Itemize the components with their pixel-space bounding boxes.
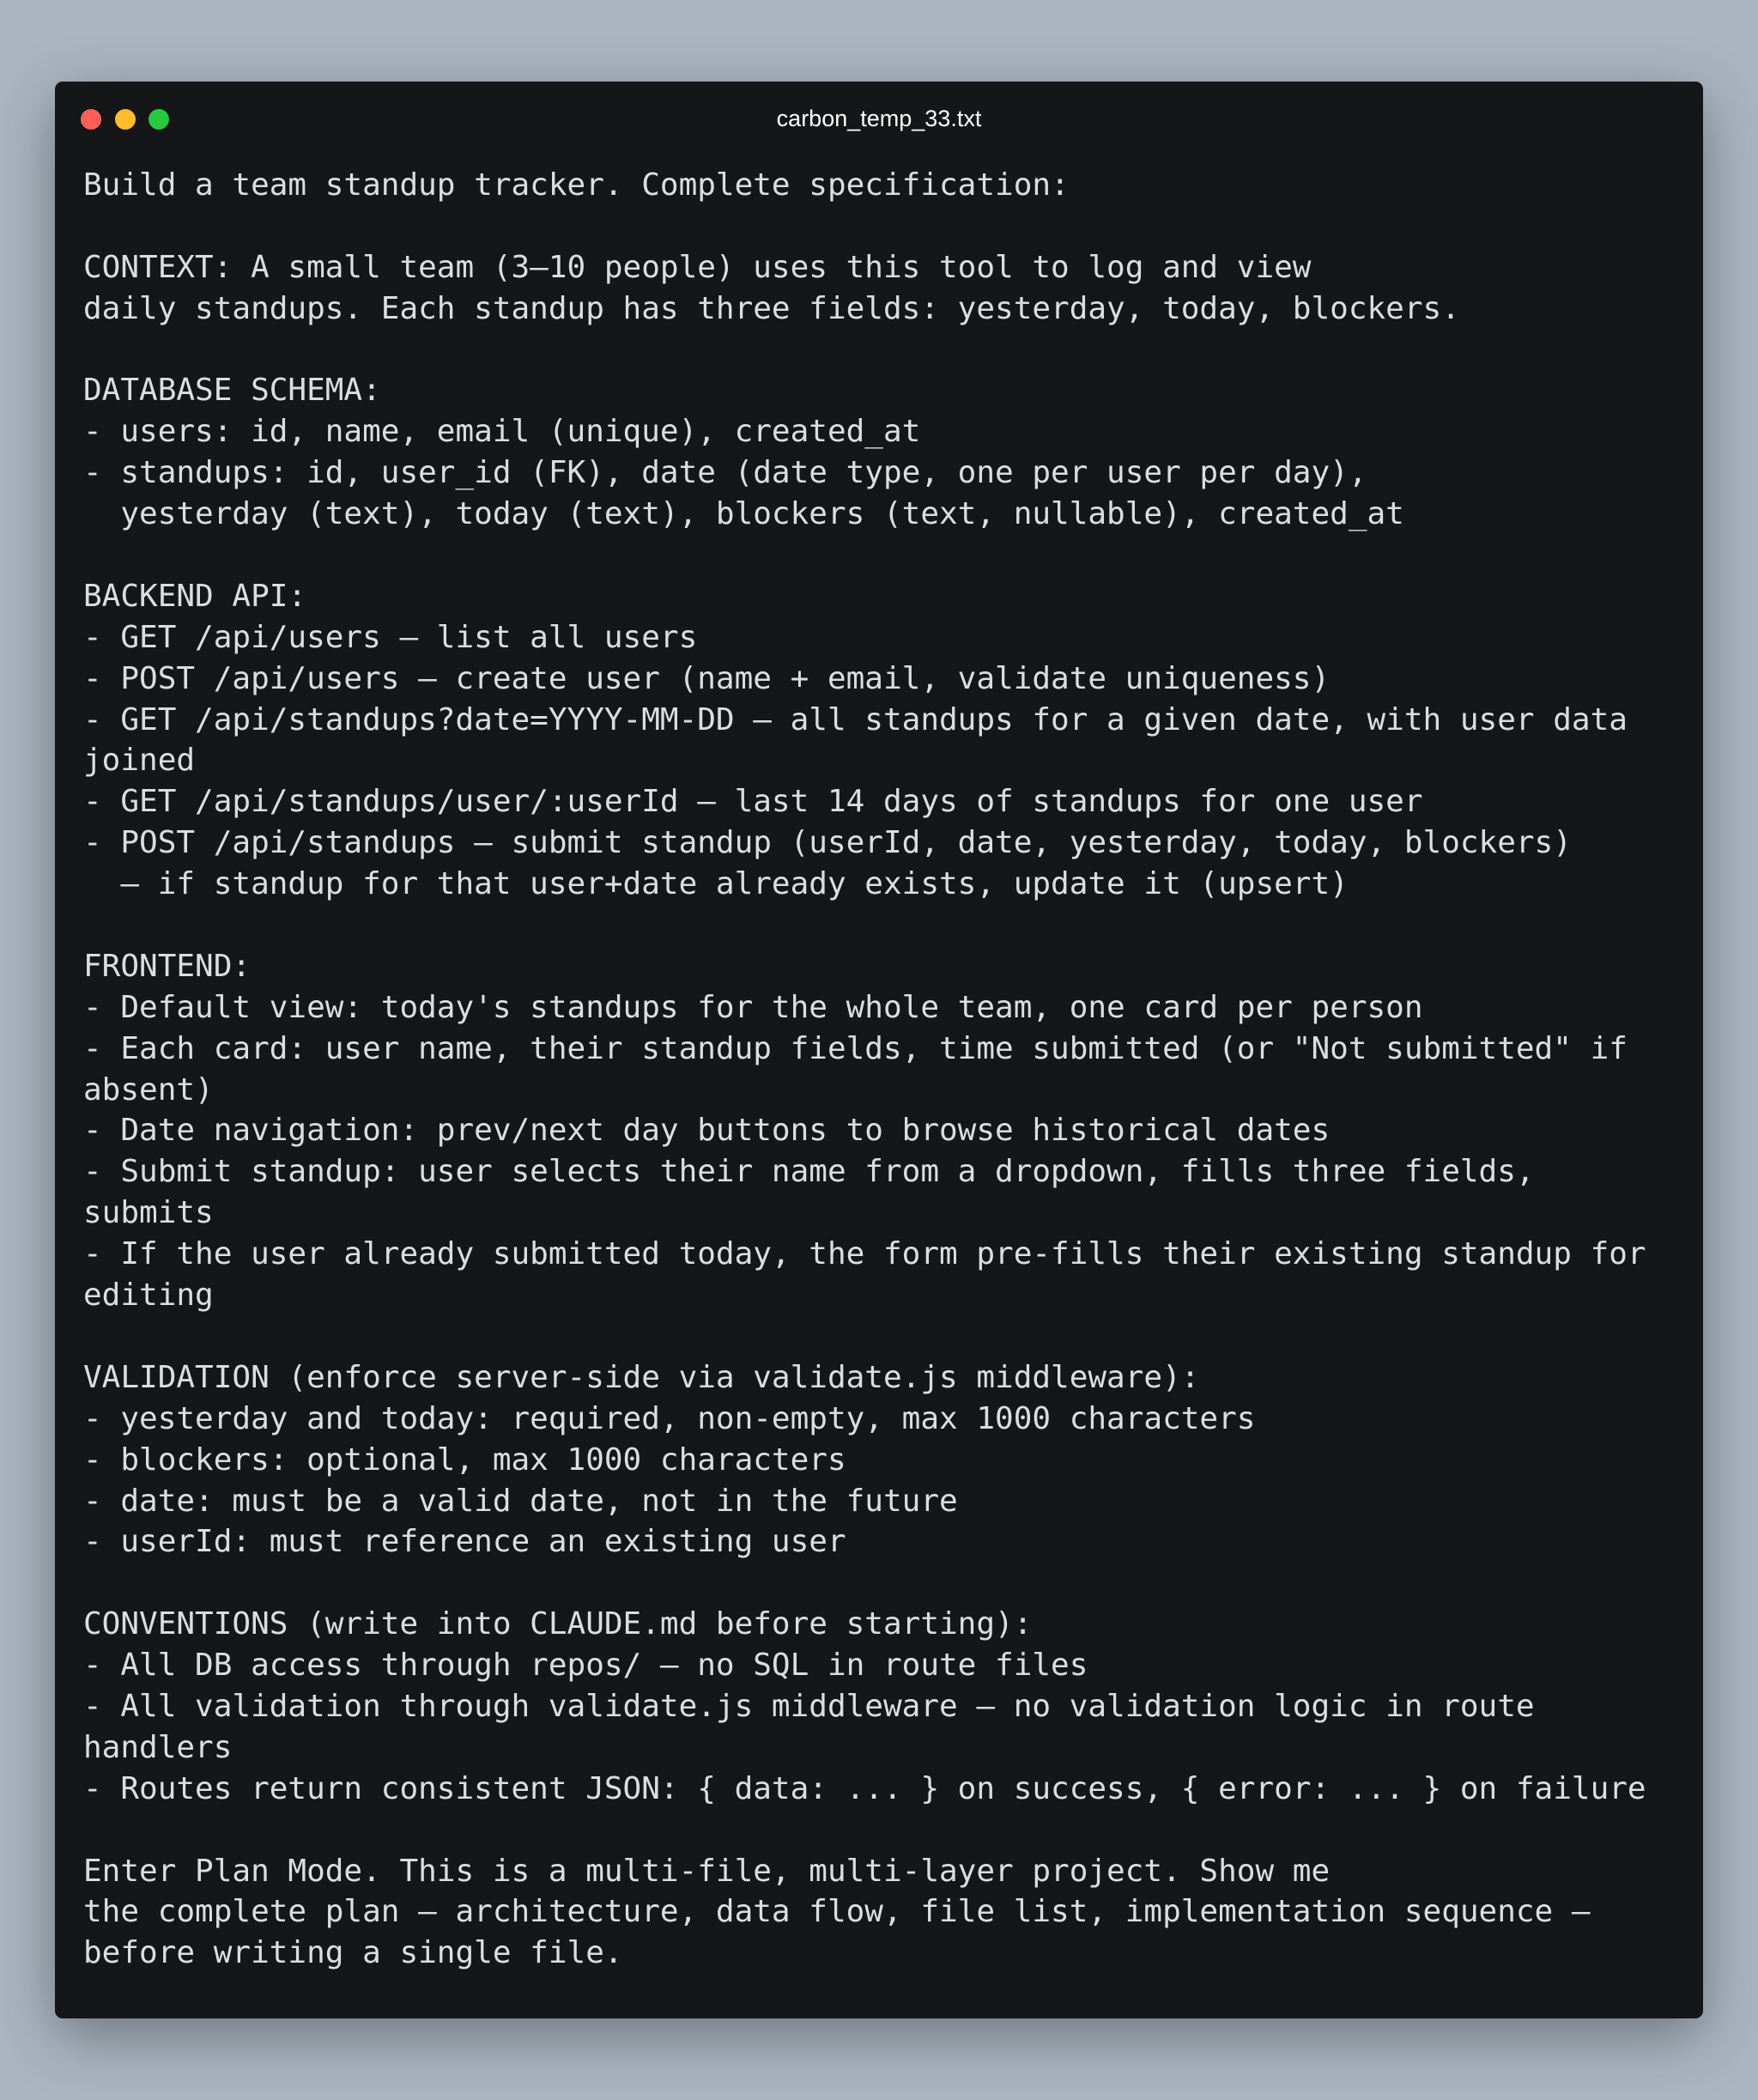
code-line: FRONTEND:	[83, 948, 252, 984]
code-text-area[interactable]	[83, 165, 1694, 1974]
code-line: - Submit standup: user selects their name from a dropdown, fills three fields,	[83, 1154, 1535, 1190]
code-line: - standups: id, user_id (FK), date (date type, one per user per day),	[83, 455, 1367, 491]
code-line: submits	[83, 1195, 214, 1231]
code-line	[83, 1563, 1694, 1604]
code-line: - Each card: user name, their standup fields, time submitted (or "Not submitted" if	[83, 1030, 1628, 1066]
code-line: DATABASE SCHEMA:	[83, 373, 381, 409]
code-line: VALIDATION (enforce server-side via validate.js middleware):	[83, 1359, 1200, 1395]
code-line: yesterday (text), today (text), blockers (text, nullable), created_at	[83, 496, 1404, 532]
code-line: absent)	[83, 1071, 214, 1108]
code-line	[83, 535, 1694, 576]
title-bar	[55, 82, 1703, 159]
code-line	[83, 905, 1694, 946]
code-line: - POST /api/standups — submit standup (userId, date, yesterday, today, blockers)	[83, 825, 1572, 861]
code-line: - blockers: optional, max 1000 characters	[83, 1441, 846, 1478]
code-line: - GET /api/standups/user/:userId — last 14 days of standups for one user	[83, 784, 1423, 820]
code-line: - All validation through validate.js middleware — no validation logic in route	[83, 1688, 1535, 1724]
code-line: - Default view: today's standups for the whole team, one card per person	[83, 989, 1423, 1025]
editor-window	[55, 82, 1703, 2018]
code-line	[83, 330, 1694, 371]
code-line: - yesterday and today: required, non-empty, max 1000 characters	[83, 1400, 1256, 1436]
code-line: Build a team standup tracker. Complete specification:	[83, 167, 1070, 203]
code-line: CONTEXT: A small team (3–10 people) uses this tool to log and view	[83, 249, 1312, 285]
code-line: - All DB access through repos/ — no SQL in route files	[83, 1648, 1088, 1684]
code-line: the complete plan — architecture, data flow, file list, implementation sequence —	[83, 1894, 1591, 1930]
code-line: editing	[83, 1278, 214, 1314]
code-line: - POST /api/users — create user (name + email, validate uniqueness)	[83, 660, 1331, 696]
code-line: — if standup for that user+date already exists, update it (upsert)	[83, 866, 1349, 902]
code-line: joined	[83, 743, 196, 779]
code-line	[83, 206, 1694, 247]
code-line: - userId: must reference an existing user	[83, 1524, 846, 1560]
code-line: - GET /api/users — list all users	[83, 619, 698, 655]
code-line: - Routes return consistent JSON: { data: ... } on success, { error: ... } on failure	[83, 1770, 1646, 1806]
code-line: - date: must be a valid date, not in the future	[83, 1483, 958, 1519]
code-line: daily standups. Each standup has three fields: yesterday, today, blockers.	[83, 290, 1460, 326]
code-line	[83, 1810, 1694, 1851]
code-line	[83, 1316, 1694, 1357]
code-line: Enter Plan Mode. This is a multi-file, multi-layer project. Show me	[83, 1853, 1331, 1889]
code-line: - Date navigation: prev/next day buttons to browse historical dates	[83, 1113, 1331, 1149]
window-title: carbon_temp_33.txt	[776, 106, 982, 131]
code-line: - users: id, name, email (unique), created_at	[83, 414, 921, 450]
code-line: handlers	[83, 1729, 233, 1765]
code-line: before writing a single file.	[83, 1935, 623, 1971]
code-line: - GET /api/standups?date=YYYY-MM-DD — all standups for a given date, with user data	[83, 701, 1628, 737]
code-line: - If the user already submitted today, the form pre-fills their existing standup for	[83, 1236, 1646, 1272]
code-line: BACKEND API:	[83, 578, 307, 614]
code-line: CONVENTIONS (write into CLAUDE.md before starting):	[83, 1606, 1033, 1642]
